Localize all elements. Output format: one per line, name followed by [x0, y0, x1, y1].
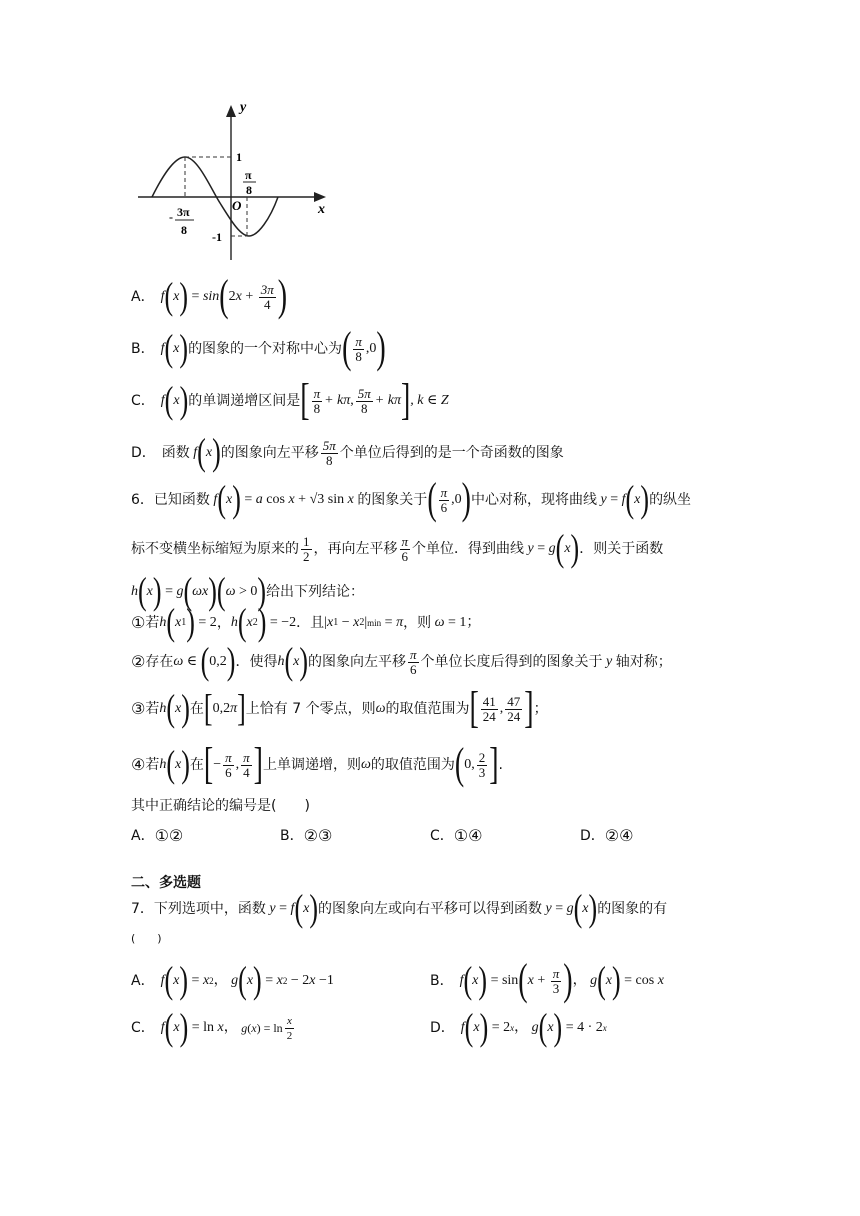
- q6-statement-4: ④ 若 h ( x ) 在 [ − $\frac{\pi}{6}$ , $\frac{\pi}{4}$ ] 上单调递增，则 ω 的取值范围为 ( 0, $\frac{2}{3}$ ] .: [131, 739, 503, 789]
- x-axis-label: x: [318, 202, 325, 217]
- q5-option-a: A． f ( x ) = sin ( 2 x + $\frac{3\pi}{4}$ ): [131, 271, 288, 321]
- tick-label-neg-one: -1: [212, 230, 222, 244]
- origin-label: O: [232, 198, 242, 213]
- q7-option-a: A． f ( x ) = x 2 ， g ( x ) = x 2 − 2 x −1: [131, 959, 334, 1002]
- option-letter: D．: [131, 445, 156, 461]
- x-axis-arrow: [314, 192, 326, 202]
- q6-option-a: A． ①②: [131, 826, 184, 845]
- y-axis-arrow: [226, 105, 236, 117]
- option-letter: C．: [131, 393, 155, 409]
- section-title: 二、多选题: [131, 875, 201, 891]
- q5-option-d: D． 函数 f ( x ) 的图象向左平移 $\frac{5\pi}{8}$ 个单位后得到的是一个奇函数的图象: [131, 431, 564, 474]
- option-text: 的图象向左平移: [220, 445, 319, 461]
- tick-label-pi-den: 8: [246, 183, 252, 197]
- option-text: 个单位后得到的是一个奇函数的图象: [339, 445, 564, 461]
- option-text: 的单调递增区间是: [188, 393, 301, 409]
- y-axis-label: y: [240, 100, 247, 115]
- tick-label-one: 1: [236, 150, 242, 164]
- q7-stem: 7．下列选项中，函数 y = f ( x ) 的图象向左或向右平移可以得到函数 y = g ( x ) 的图象的有: [131, 887, 668, 930]
- q6-statement-3: ③ 若 h ( x ) 在 [ 0,2 π ] 上恰有 7 个零点，则 ω 的取值范围为 [ $\frac{41}{24}$ , $\frac{47}{24}$ ] ；: [131, 683, 548, 733]
- q6-stem-line3: h ( x ) = g ( ωx ) ( ω > 0 ) 给出下列结论：: [131, 570, 365, 613]
- q5-option-b: B． f ( x ) 的图象的一个对称中心为 ( $\frac{\pi}{8}$ ,0 ): [131, 323, 386, 373]
- tick-label-3pi-num: 3π: [177, 205, 190, 219]
- q5-option-c: C． f ( x ) 的单调递增区间是 [ $\frac{\pi}{8}$ + kπ , $\frac{5\pi}{8}$ + kπ ] , k ∈ Z: [131, 375, 449, 425]
- q6-statement-1: ① 若 h ( x 1 ) = 2 ， h ( x 2 ) = −2 ．且 | x 1 − x 2 | min = π ，则 ω = 1；: [131, 601, 481, 644]
- tick-label-3pi-den: 8: [181, 223, 187, 237]
- q7-option-d: D． f ( x ) = 2 x ， g ( x ) = 4 · 2 x: [430, 1006, 607, 1049]
- q6-option-c: C． ①④: [430, 826, 483, 845]
- q6-stem-line1: 6．已知函数 f ( x ) = a cos x + √3 sin x 的图象关于 ( $\frac{\pi}{6}$ ,0 ) 中心对称，现将曲线 y = f ( x ) 的纵坐: [131, 474, 692, 524]
- option-letter: A．: [131, 289, 155, 305]
- q7-paren: ( ): [131, 932, 162, 945]
- option-text: 的图象的一个对称中心为: [188, 341, 343, 357]
- q6-ask: 其中正确结论的编号是( ): [131, 798, 310, 814]
- q7-option-b: B． f ( x ) = sin ( x + $\frac{\pi}{3}$ ) ， g ( x ) = cos x: [430, 955, 664, 1005]
- q6-statement-2: ② 存在 ω ∈ ( 0,2 ) ．使得 h ( x ) 的图象向左平移 $\frac{\pi}{6}$ 个单位长度后得到的图象关于 y 轴对称；: [131, 640, 672, 683]
- tick-label-pi-num: π: [245, 168, 252, 182]
- math: f: [160, 289, 165, 304]
- option-text: 函数: [161, 445, 190, 461]
- q6-option-b: B． ②③: [280, 826, 333, 845]
- q6-stem-line2: 标不变横坐标缩短为原来的 $\frac{1}{2}$ ，再向左平移 $\frac{\pi}{6}$ 个单位．得到曲线 y = g ( x ) ．则关于函数: [131, 527, 664, 570]
- option-letter: B．: [131, 341, 155, 357]
- tick-label-3pi-minus: -: [169, 210, 173, 224]
- sine-graph: [130, 95, 340, 265]
- frac-3pi-4: $\frac{3\pi}{4}$: [260, 281, 274, 312]
- q7-option-c: C． f ( x ) = ln x ， g ( x ) = ln $\frac{x}{2}$: [131, 1006, 293, 1049]
- q6-option-d: D． ②④: [580, 826, 634, 845]
